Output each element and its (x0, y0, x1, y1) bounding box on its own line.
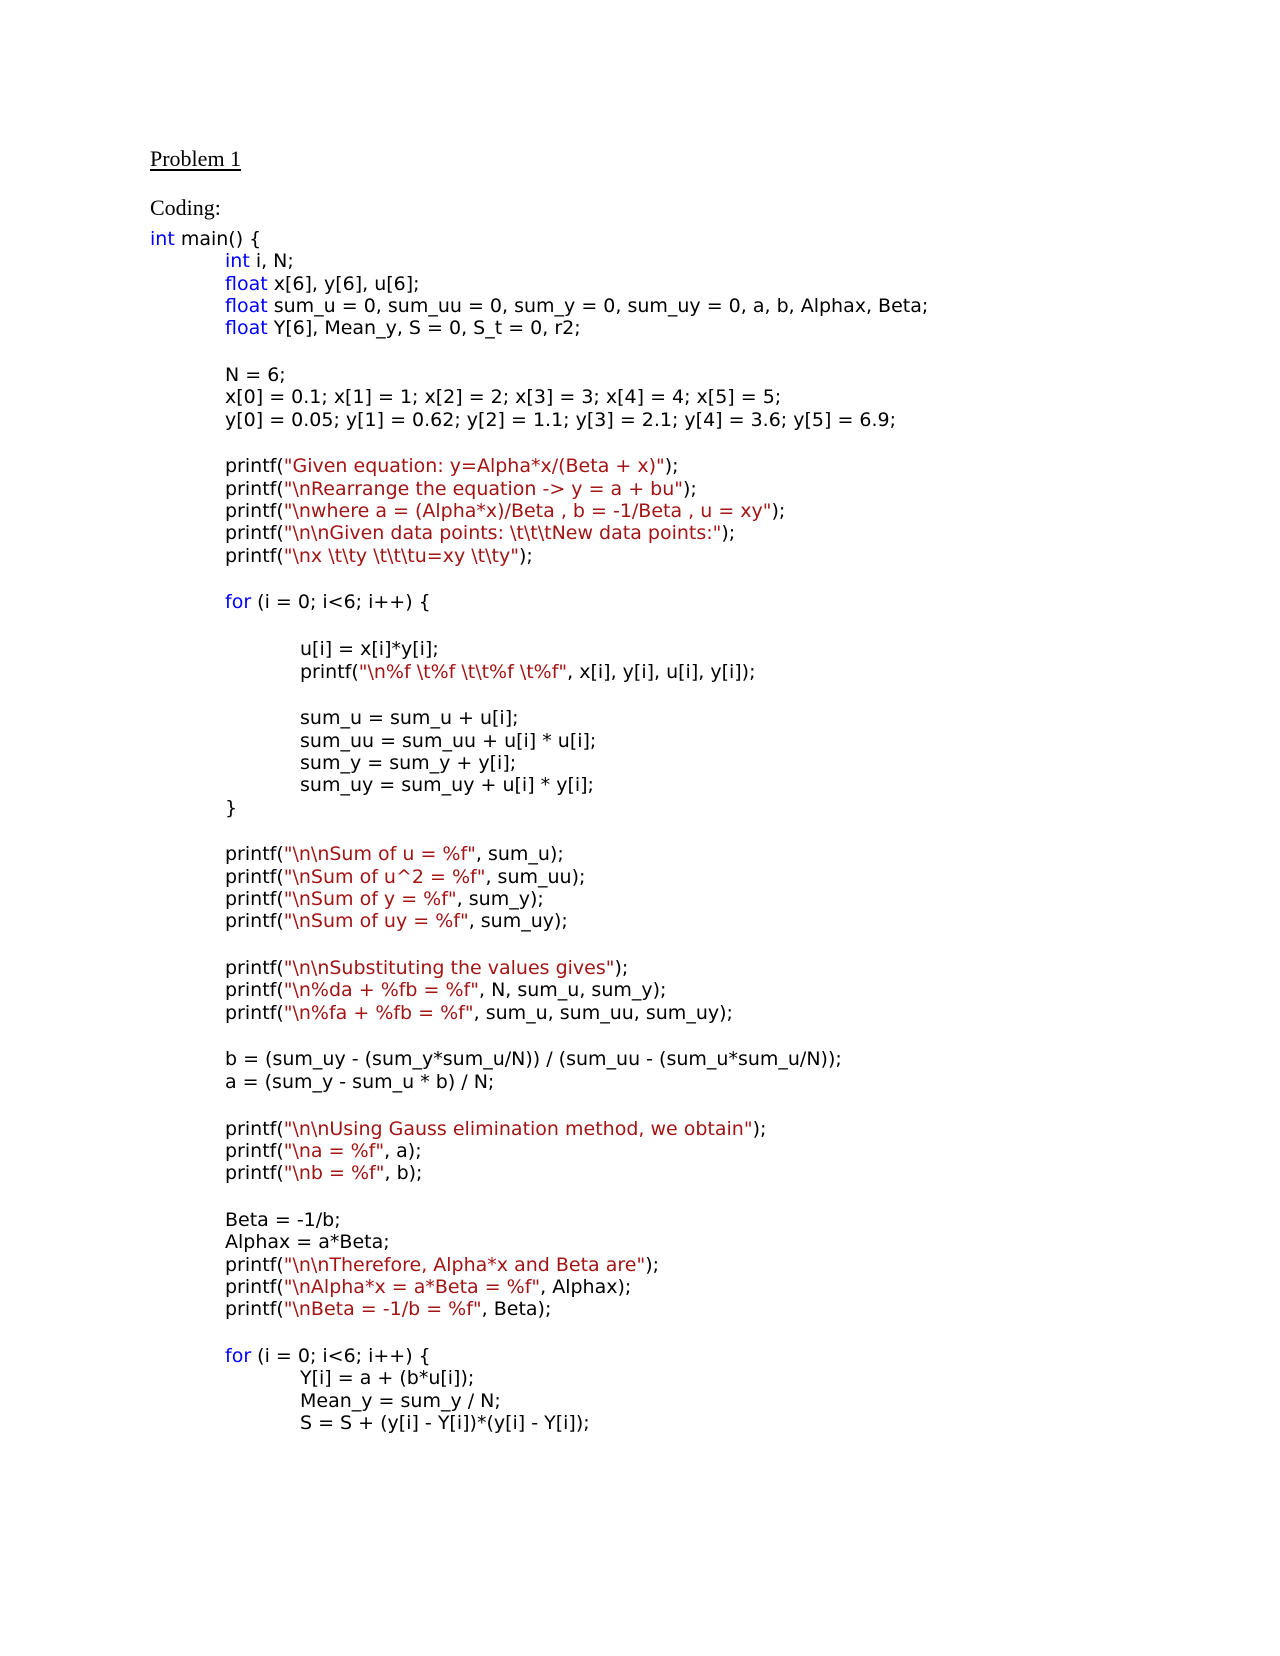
code-text: (i = 0; i<6; i++) { (251, 591, 431, 614)
code-text: sum_uy = sum_uy + u[i] * y[i]; (300, 774, 594, 797)
code-text: sum_uu = sum_uu + u[i] * u[i]; (300, 729, 597, 752)
code-text: printf( (225, 1001, 284, 1024)
code-string: "\n\nUsing Gauss elimination method, we obtain" (283, 1117, 753, 1140)
code-keyword: float (225, 317, 268, 340)
code-text: ); (721, 522, 736, 545)
code-text: x[6], y[6], u[6]; (267, 272, 420, 295)
code-string: "\n\nTherefore, Alpha*x and Beta are" (283, 1253, 646, 1276)
code-string: "\n\nGiven data points: \t\t\tNew data points:" (283, 522, 722, 545)
code-line (225, 1298, 551, 1321)
code-text: , a); (384, 1139, 422, 1162)
code-line (225, 250, 294, 273)
code-text: Alphax = a*Beta; (225, 1231, 390, 1254)
code-line (225, 910, 568, 933)
code-string: "\n%fa + %fb = %f" (283, 1001, 474, 1024)
code-text: a = (sum_y - sum_u * b) / N; (225, 1070, 495, 1093)
code-string: "\nSum of u^2 = %f" (283, 865, 486, 888)
code-line (225, 866, 585, 889)
code-text: ); (614, 957, 629, 979)
code-text: ); (752, 1117, 767, 1140)
code-line (225, 797, 237, 820)
code-text: Mean_y = sum_y / N; (300, 1389, 501, 1412)
code-line (300, 1367, 474, 1390)
code-text: printf( (225, 1162, 284, 1185)
code-line (225, 1002, 733, 1025)
code-line (225, 409, 896, 432)
code-text: , sum_u, sum_uu, sum_uy); (473, 1001, 733, 1024)
code-text: ); (518, 544, 533, 567)
code-string: "\n%f \t%f \t\t%f \t%f" (358, 660, 568, 683)
code-line (300, 1390, 501, 1413)
code-keyword: int (225, 250, 250, 273)
code-text: , b); (384, 1162, 423, 1185)
code-text: , Beta); (481, 1298, 552, 1321)
code-string: "\na = %f" (283, 1139, 385, 1162)
coding-label: Coding: (150, 195, 221, 220)
code-keyword: float (225, 294, 268, 317)
code-text: x[0] = 0.1; x[1] = 1; x[2] = 2; x[3] = 3; x[4] = 4; x[5] = 5; (225, 386, 782, 409)
code-text: (i = 0; i<6; i++) { (251, 1344, 431, 1367)
code-text: printf( (225, 1275, 284, 1298)
code-text: i, N; (249, 250, 294, 273)
code-string: "\nwhere a = (Alpha*x)/Beta , b = -1/Beta , u = xy" (283, 500, 772, 522)
code-line (150, 228, 261, 251)
code-text: Y[i] = a + (b*u[i]); (300, 1367, 475, 1390)
code-line (300, 707, 519, 730)
code-line (225, 522, 735, 545)
code-text: sum_u = sum_u + u[i]; (300, 707, 519, 730)
code-line (300, 730, 596, 753)
code-text: Y[6], Mean_y, S = 0, S_t = 0, r2; (267, 317, 581, 340)
code-keyword: float (225, 272, 268, 295)
code-line (225, 478, 697, 501)
code-keyword: int (150, 228, 175, 250)
code-line (300, 661, 756, 684)
code-line (225, 295, 928, 318)
code-line (225, 888, 544, 911)
code-text: ); (645, 1253, 660, 1276)
code-string: "Given equation: y=Alpha*x/(Beta + x)" (283, 455, 665, 478)
code-text: printf( (225, 865, 284, 888)
code-text: , sum_uu); (485, 865, 586, 888)
code-string: "\n\nSubstituting the values gives" (283, 957, 615, 979)
code-string: "\nBeta = -1/b = %f" (283, 1298, 482, 1321)
code-text: printf( (225, 522, 284, 545)
code-line (225, 364, 286, 387)
code-text: printf( (225, 544, 284, 567)
code-line (225, 591, 431, 614)
code-line (225, 1071, 494, 1094)
code-line (225, 1162, 422, 1185)
code-string: "\n%da + %fb = %f" (283, 979, 479, 1002)
code-text: printf( (225, 455, 284, 478)
code-text: printf( (225, 887, 284, 910)
code-string: "\n\nSum of u = %f" (283, 843, 476, 866)
code-string: "\nSum of y = %f" (283, 887, 457, 910)
code-text: printf( (225, 910, 284, 933)
code-text: printf( (225, 1117, 284, 1140)
code-line (225, 273, 420, 296)
code-line (225, 843, 564, 866)
code-text: N = 6; (225, 364, 286, 386)
code-text: , sum_uy); (468, 910, 568, 933)
code-text: main() { (174, 228, 262, 250)
code-text: printf( (225, 1139, 284, 1162)
code-text: , N, sum_u, sum_y); (478, 979, 667, 1002)
code-text: printf( (225, 957, 284, 979)
code-line (225, 1254, 659, 1277)
code-line (225, 1209, 341, 1232)
code-text: ); (664, 455, 679, 478)
code-string: "\nRearrange the equation -> y = a + bu" (283, 477, 684, 500)
code-text: printf( (225, 1298, 284, 1321)
code-string: "\nAlpha*x = a*Beta = %f" (283, 1275, 541, 1298)
code-text: sum_u = 0, sum_uu = 0, sum_y = 0, sum_uy = 0, a, b, Alphax, Beta; (267, 294, 929, 317)
code-keyword: for (225, 591, 252, 614)
code-text: , x[i], y[i], u[i], y[i]); (567, 660, 756, 683)
problem-heading: Problem 1 (150, 146, 242, 171)
code-keyword: for (225, 1344, 252, 1367)
code-text: Beta = -1/b; (225, 1208, 341, 1231)
code-string: "\nx \t\ty \t\t\tu=xy \t\ty" (283, 544, 519, 567)
code-text: ); (771, 500, 786, 522)
code-string: "\nb = %f" (283, 1162, 385, 1185)
code-string: "\nSum of uy = %f" (283, 910, 469, 933)
code-line (225, 1048, 842, 1071)
code-text: printf( (225, 500, 284, 522)
code-text: } (225, 796, 238, 819)
code-line (225, 545, 533, 568)
code-line (300, 774, 594, 797)
code-text: printf( (225, 843, 284, 866)
code-text: printf( (225, 477, 284, 500)
code-line (300, 638, 439, 661)
code-text: y[0] = 0.05; y[1] = 0.62; y[2] = 1.1; y[3] = 2.1; y[4] = 3.6; y[5] = 6.9; (225, 408, 897, 431)
code-line (225, 386, 781, 409)
code-line (225, 957, 628, 980)
code-line (225, 1345, 431, 1368)
code-text: , sum_u); (475, 843, 564, 866)
code-line (300, 752, 516, 775)
code-line (225, 1140, 422, 1163)
code-line (225, 1118, 766, 1141)
code-line (225, 979, 666, 1002)
code-text: , Alphax); (540, 1275, 632, 1298)
code-text: b = (sum_uy - (sum_y*sum_u/N)) / (sum_uu - (sum_u*sum_u/N)); (225, 1048, 842, 1071)
code-text: u[i] = x[i]*y[i]; (300, 638, 439, 661)
code-text: printf( (225, 979, 284, 1002)
code-text: ); (683, 477, 697, 500)
code-line (300, 1412, 590, 1435)
code-text: sum_y = sum_y + y[i]; (300, 751, 517, 774)
code-line (225, 500, 785, 523)
code-line (225, 455, 679, 478)
code-text: S = S + (y[i] - Y[i])*(y[i] - Y[i]); (300, 1411, 590, 1434)
code-text: , sum_y); (456, 887, 544, 910)
code-text: printf( (300, 660, 359, 683)
code-line (225, 317, 581, 340)
code-text: printf( (225, 1253, 284, 1276)
code-line (225, 1276, 631, 1299)
code-line (225, 1231, 390, 1254)
